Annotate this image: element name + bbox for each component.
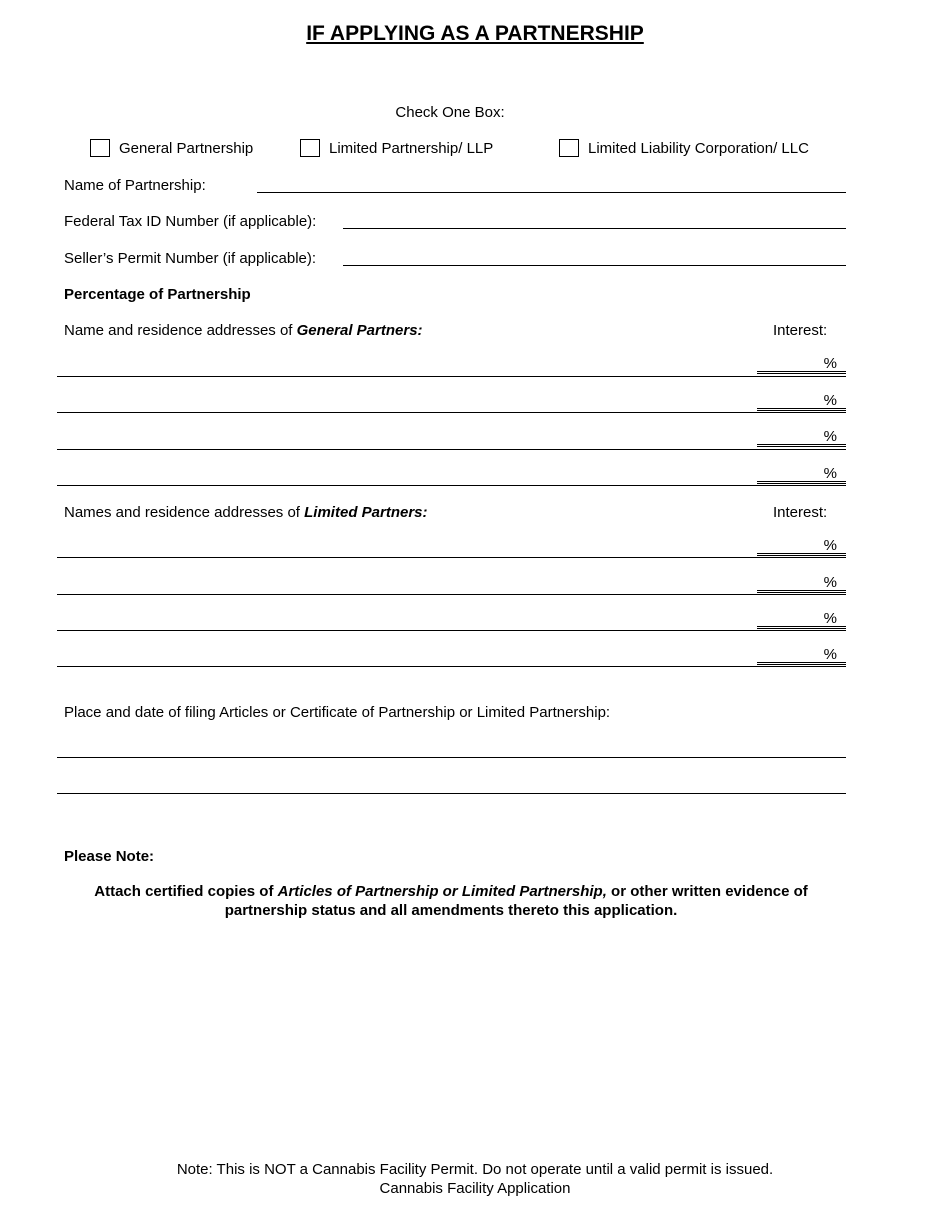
limited-partner-line[interactable] (57, 557, 846, 558)
checkbox-llc-box[interactable] (559, 139, 579, 157)
general-partner-line[interactable] (57, 449, 846, 450)
footer-disclaimer: Note: This is NOT a Cannabis Facility Permit. Do not operate until a valid permit is issued. (176, 1161, 774, 1178)
limited-interest-field[interactable] (757, 648, 846, 663)
limited-interest-field[interactable] (757, 576, 846, 591)
percent-symbol: % (823, 428, 837, 445)
general-interest-field[interactable] (757, 357, 846, 372)
federal-tax-id-input[interactable] (343, 212, 846, 229)
limited-interest-field[interactable] (757, 539, 846, 554)
name-of-partnership-input[interactable] (257, 176, 846, 193)
limited-partner-line[interactable] (57, 594, 846, 595)
percentage-heading: Percentage of Partnership (64, 286, 251, 303)
limited-interest-field[interactable] (757, 612, 846, 627)
checkbox-limited-partnership[interactable] (300, 139, 493, 157)
limited-partners-label-emphasis: Limited Partners: (304, 504, 428, 521)
percent-symbol: % (823, 574, 837, 591)
please-note-text-emphasis: Articles of Partnership or Limited Partnership, (277, 883, 607, 900)
percent-symbol: % (823, 465, 837, 482)
general-interest-field[interactable] (757, 467, 846, 482)
checkbox-general-partnership-label: General Partnership (119, 139, 254, 157)
checkbox-llc[interactable] (559, 139, 809, 157)
footer-application-title: Cannabis Facility Application (379, 1180, 571, 1197)
limited-partners-label-prefix: Names and residence addresses of (64, 504, 305, 521)
general-partners-label-prefix: Name and residence addresses of (64, 322, 297, 339)
sellers-permit-label: Seller’s Permit Number (if applicable): (64, 250, 317, 267)
sellers-permit-input[interactable] (343, 249, 846, 266)
page-title: IF APPLYING AS A PARTNERSHIP (306, 22, 644, 45)
general-partners-label (64, 322, 423, 339)
please-note-heading: Please Note: (64, 848, 155, 865)
filing-label: Place and date of filing Articles or Certificate of Partnership or Limited Partnership: (64, 704, 611, 721)
percent-symbol: % (823, 392, 837, 409)
limited-partner-line[interactable] (57, 666, 846, 667)
checkbox-limited-partnership-box[interactable] (300, 139, 320, 157)
checkbox-llc-label: Limited Liability Corporation/ LLC (588, 139, 809, 157)
general-interest-label: Interest: (773, 322, 828, 339)
percent-symbol: % (823, 646, 837, 663)
percent-symbol: % (823, 610, 837, 627)
please-note-text-after: or other written evidence of partnership status and all amendments thereto this application. (224, 883, 808, 919)
checkbox-general-partnership-box[interactable] (90, 139, 110, 157)
checkbox-general-partnership[interactable] (90, 139, 253, 157)
please-note-text (64, 882, 838, 920)
please-note-text-before: Attach certified copies of (94, 883, 278, 900)
check-one-label: Check One Box: (395, 104, 505, 121)
percent-symbol: % (823, 537, 837, 554)
general-partner-line[interactable] (57, 376, 846, 377)
filing-line[interactable] (57, 757, 846, 758)
federal-tax-id-label: Federal Tax ID Number (if applicable): (64, 213, 317, 230)
general-partner-line[interactable] (57, 485, 846, 486)
general-interest-field[interactable] (757, 394, 846, 409)
general-partners-label-emphasis: General Partners: (296, 322, 423, 339)
limited-partners-label (64, 504, 428, 521)
filing-line[interactable] (57, 793, 846, 794)
limited-interest-label: Interest: (773, 504, 828, 521)
percent-symbol: % (823, 355, 837, 372)
limited-partner-line[interactable] (57, 630, 846, 631)
general-interest-field[interactable] (757, 430, 846, 445)
general-partner-line[interactable] (57, 412, 846, 413)
checkbox-limited-partnership-label: Limited Partnership/ LLP (329, 139, 494, 157)
name-of-partnership-label: Name of Partnership: (64, 177, 206, 194)
